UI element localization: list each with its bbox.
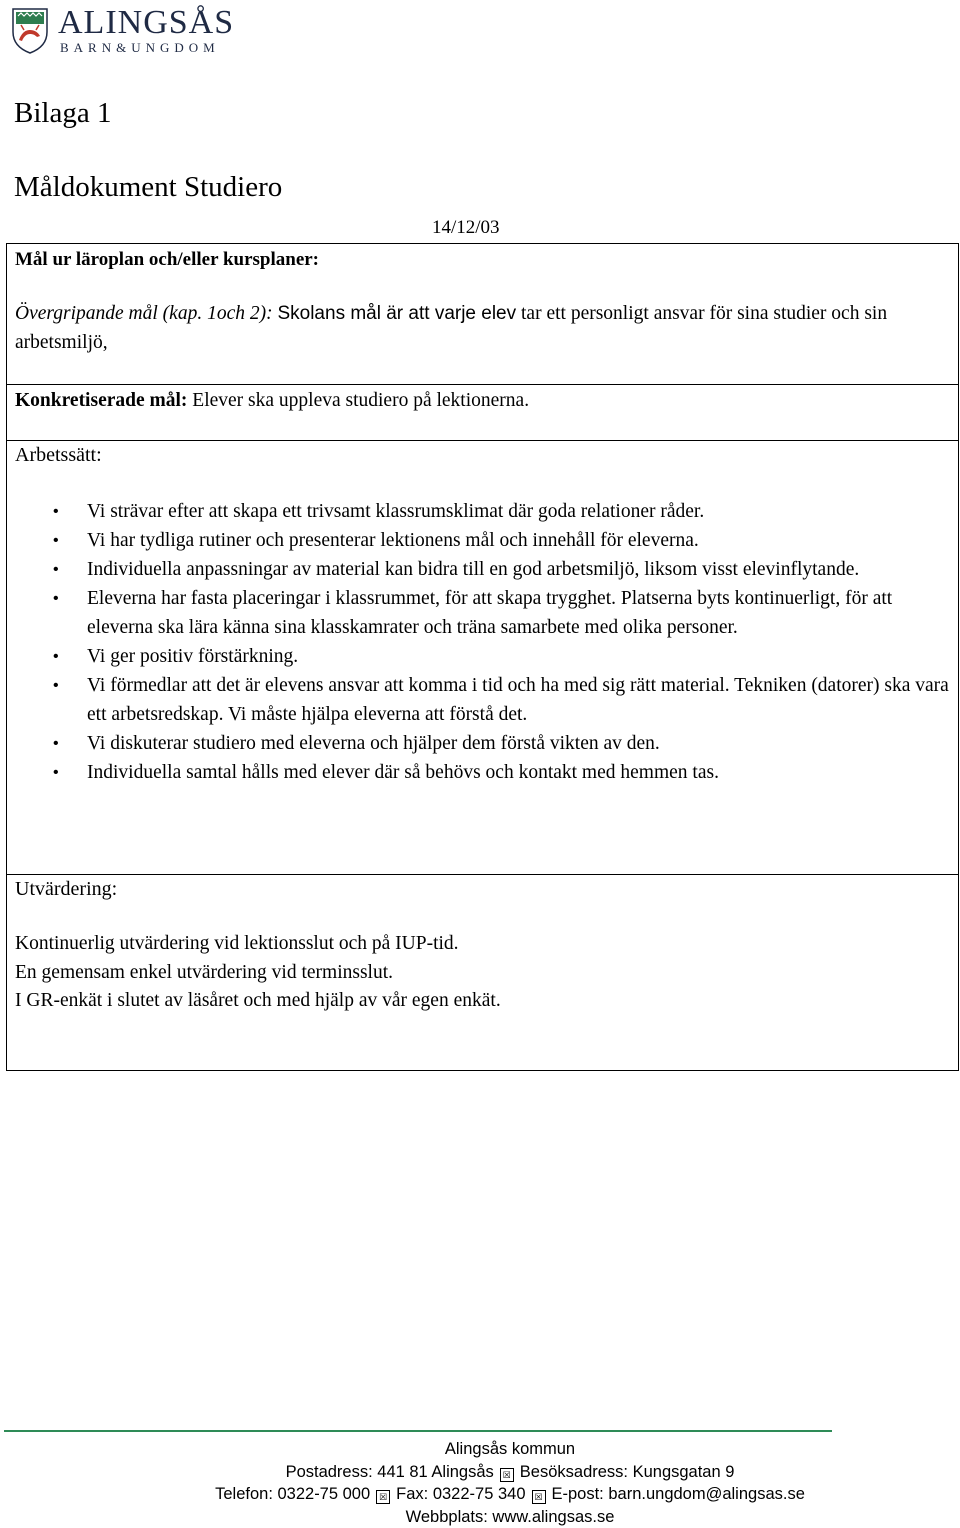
goals-table xyxy=(6,243,959,1071)
evaluation-line: En gemensam enkel utvärdering vid terminsslut. xyxy=(15,961,393,983)
method-list xyxy=(15,497,950,787)
evaluation-label: Utvärdering: xyxy=(15,878,118,900)
footer-postal: Postadress: 441 81 Alingsås xyxy=(285,1462,494,1481)
separator-icon: ☒ xyxy=(376,1490,390,1504)
list-item: • Eleverna har fasta placeringar i klassrummet, för att skapa trygghet. Platserna byts kontinuerligt, för att eleverna ska lära känna sina klasskamrater och träna samarbete med olika personer. xyxy=(15,584,950,642)
footer-email[interactable]: E-post: barn.ungdom@alingsas.se xyxy=(551,1485,805,1503)
concrete-text: Elever ska uppleva studiero på lektionerna. xyxy=(192,390,530,411)
footer-contact-line xyxy=(170,1483,850,1506)
method-row xyxy=(7,440,958,874)
logo-title: ALINGSÅS xyxy=(58,4,235,41)
footer-address-line xyxy=(170,1461,850,1484)
concrete-row xyxy=(7,384,958,440)
footer xyxy=(170,1438,850,1528)
concrete-goal xyxy=(15,387,950,416)
document-title: Måldokument Studiero xyxy=(14,171,283,203)
alingsas-logo xyxy=(10,6,250,56)
overall-label: Övergripande mål (kap. 1och 2): xyxy=(15,303,273,324)
method-label: Arbetssätt: xyxy=(15,444,102,466)
overall-sans-text: Skolans mål är att varje elev xyxy=(277,303,517,324)
goals-label: Mål ur läroplan och/eller kursplaner: xyxy=(15,249,320,270)
list-item: • Individuella anpassningar av material kan bidra till en god arbetsmiljö, liksom visst elevinflytande. xyxy=(15,555,950,584)
footer-visit: Besöksadress: Kungsgatan 9 xyxy=(519,1462,735,1481)
concrete-label: Konkretiserade mål: xyxy=(15,390,188,411)
overall-goal xyxy=(15,300,950,357)
footer-fax: Fax: 0322-75 340 xyxy=(396,1485,526,1503)
separator-icon: ☒ xyxy=(500,1468,514,1482)
list-item: • Vi diskuterar studiero med eleverna och hjälper dem förstå vikten av den. xyxy=(15,729,950,758)
evaluation-line: I GR-enkät i slutet av läsåret och med hjälp av vår egen enkät. xyxy=(15,990,501,1011)
footer-web[interactable]: Webbplats: www.alingsas.se xyxy=(405,1507,615,1526)
separator-icon: ☒ xyxy=(532,1490,546,1504)
list-item: • Vi har tydliga rutiner och presenterar lektionens mål och innehåll för eleverna. xyxy=(15,526,950,555)
list-item: • Vi förmedlar att det är elevens ansvar att komma i tid och ha med sig rätt material. Tekniken (datorer) ska vara ett arbetsredskap. Vi måste hjälpa eleverna att förstå det. xyxy=(15,671,950,729)
list-item: • Vi ger positiv förstärkning. xyxy=(15,642,950,671)
document-date: 14/12/03 xyxy=(432,217,500,238)
list-item: • Vi strävar efter att skapa ett trivsamt klassrumsklimat där goda relationer råder. xyxy=(15,497,950,526)
evaluation-row xyxy=(7,874,958,1070)
logo-subtitle: BARN&UNGDOM xyxy=(60,40,220,55)
goals-row xyxy=(7,244,958,384)
footer-divider xyxy=(4,1430,832,1432)
list-item: • Individuella samtal hålls med elever där så behövs och kontakt med hemmen tas. xyxy=(15,758,950,787)
footer-org: Alingsås kommun xyxy=(444,1440,576,1458)
overall-text: tar ett personligt ansvar för sina studier och sin arbetsmiljö, xyxy=(15,303,888,353)
evaluation-line: Kontinuerlig utvärdering vid lektionsslut och på IUP-tid. xyxy=(15,933,459,954)
coat-of-arms-icon xyxy=(10,6,50,54)
page-heading: Bilaga 1 xyxy=(14,97,112,129)
footer-phone: Telefon: 0322-75 000 xyxy=(215,1485,371,1503)
